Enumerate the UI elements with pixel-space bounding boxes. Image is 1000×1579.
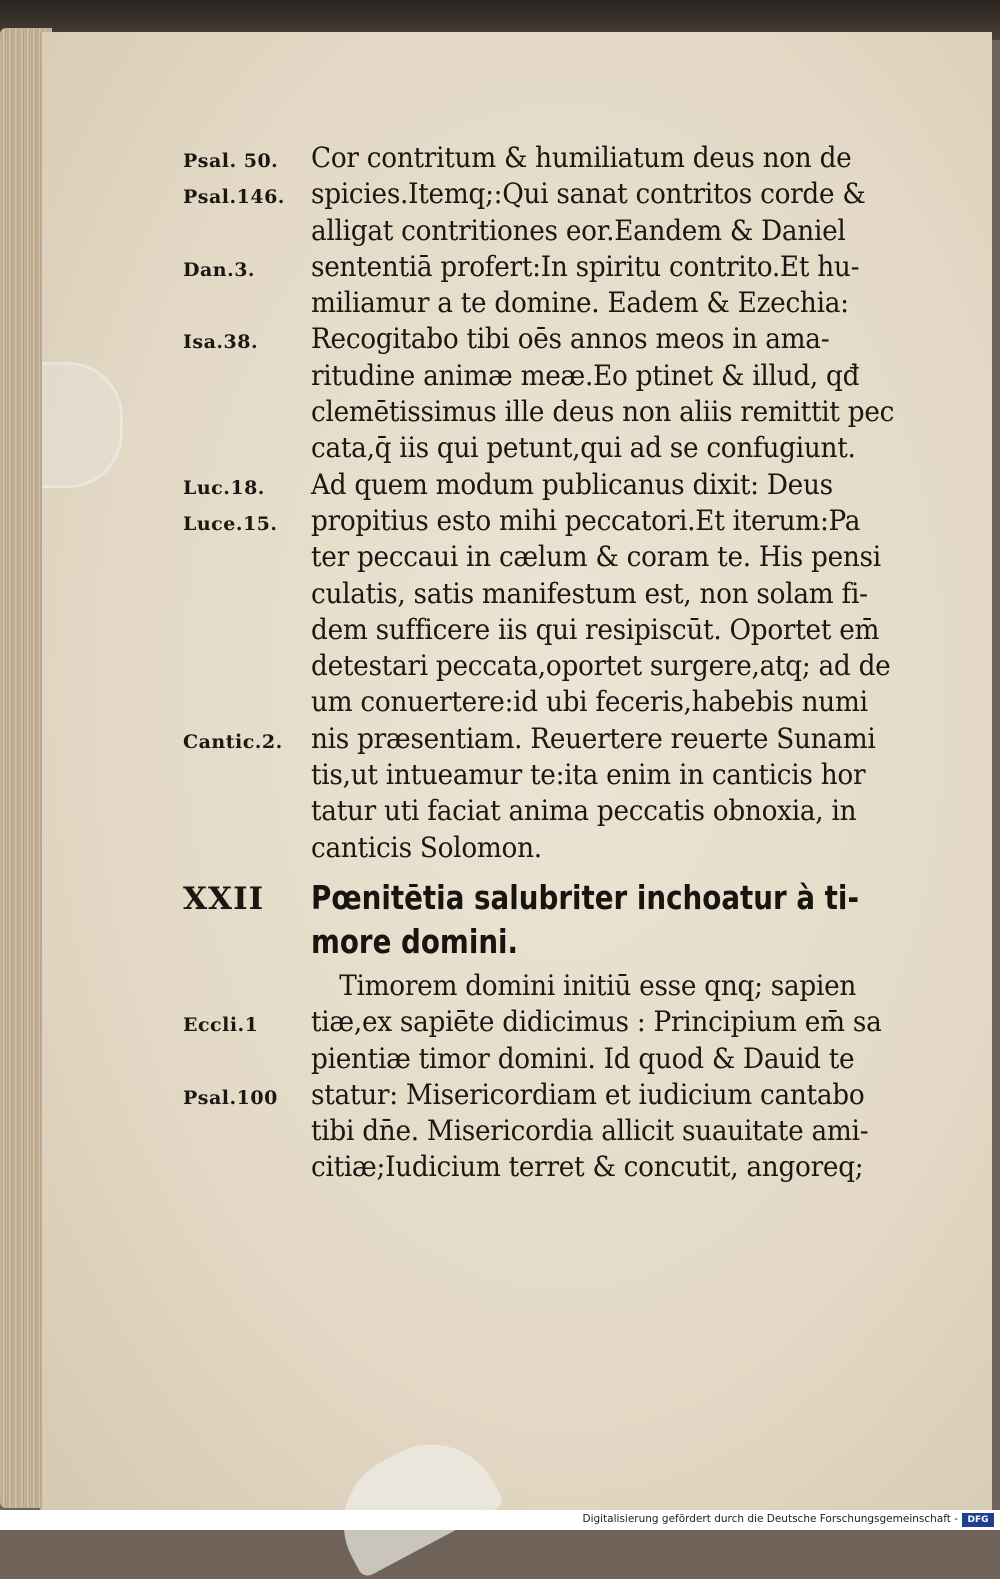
funding-credit: Digitalisierung gefördert durch die Deutsche Forschungsgemeinschaft -: [582, 1513, 958, 1525]
page-clip-bottom: [319, 1420, 505, 1579]
margin-note: Psal. 50.: [183, 150, 279, 172]
margin-note: Dan.3.: [183, 258, 256, 281]
margin-note: Luce.15.: [183, 512, 278, 535]
text-row: [183, 249, 943, 285]
text-row: [183, 684, 943, 720]
text-line: statur: Misericordiam et iudicium cantabo: [311, 1077, 865, 1111]
text-line: clemētissimus ille deus non aliis remittit pec: [311, 395, 895, 429]
text-row: [183, 830, 943, 866]
text-line: tis,ut intueamur te:ita enim in canticis hor: [311, 758, 866, 792]
text-line: tiæ,ex sapiēte didicimus : Principium em̄ sa: [311, 1005, 882, 1039]
text-line: detestari peccata,oportet surgere,atq; ad de: [311, 649, 891, 683]
text-line: cata,q̄ iis qui petunt,qui ad se confugiunt.: [311, 431, 856, 465]
text-line: culatis, satis manifestum est, non solam fi-: [311, 576, 868, 610]
text-line: propitius esto mihi peccatori.Et iterum:Pa: [311, 503, 861, 537]
text-row: [183, 176, 943, 212]
text-row: [183, 1004, 943, 1040]
text-line: um conuertere:id ubi feceris,habebis numi: [311, 685, 868, 719]
text-line: pientiæ timor domini. Id quod & Dauid te: [311, 1041, 855, 1075]
text-row: [183, 576, 943, 612]
text-row: [183, 213, 943, 249]
margin-note: Luc.18.: [183, 476, 265, 499]
text-line: nis præsentiam. Reuertere reuerte Sunami: [311, 721, 876, 755]
text-row: [183, 968, 943, 1004]
text-row: [183, 430, 943, 466]
text-line: tibi dn̄e. Misericordia allicit suauitate ami-: [311, 1114, 869, 1148]
text-row: [183, 793, 943, 829]
text-line: Cor contritum & humiliatum deus non de: [311, 141, 852, 174]
text-row: [183, 539, 943, 575]
text-row: [183, 394, 943, 430]
text-row: [183, 358, 943, 394]
text-line: ter peccaui in cælum & coram te. His pensi: [311, 540, 881, 574]
text-line: Recogitabo tibi oēs annos meos in ama-: [311, 322, 830, 356]
chapter-title-line-2: more domini.: [311, 921, 519, 961]
text-line: spicies.Itemq;:Qui sanat contritos corde &: [311, 177, 866, 211]
margin-note: Psal.100: [183, 1086, 278, 1109]
paragraph-block-2: [183, 968, 943, 1186]
text-line: Timorem domini initiū esse qnq; sapien: [339, 968, 857, 1002]
chapter-number: XXII: [183, 880, 265, 917]
text-row: [183, 285, 943, 321]
paragraph-block-1: [183, 140, 943, 866]
margin-note: Isa.38.: [183, 331, 259, 354]
text-row: [183, 648, 943, 684]
text-row: [183, 503, 943, 539]
text-line: Ad quem modum publicanus dixit: Deus: [311, 467, 833, 501]
footer-bar: [0, 1510, 1000, 1530]
text-line: canticis Solomon.: [311, 830, 542, 864]
text-row: [183, 1113, 943, 1149]
text-line: citiæ;Iudicium terret & concutit, angoreq;: [311, 1150, 864, 1184]
text-line: dem sufficere iis qui resipiscūt. Oportet em̄: [311, 612, 880, 646]
text-line: ritudine animæ meæ.Eo ptinet & illud, qđ: [311, 358, 860, 392]
dfg-logo-icon[interactable]: DFG: [962, 1513, 994, 1527]
text-row: [183, 757, 943, 793]
text-row: [183, 321, 943, 357]
text-line: tatur uti faciat anima peccatis obnoxia, in: [311, 794, 857, 828]
text-row: [183, 1077, 943, 1113]
text-row: [183, 467, 943, 503]
text-line: sententiā profert:In spiritu contrito.Et hu-: [311, 249, 860, 283]
chapter-title-line-1: Pœnitētia salubriter inchoatur à ti-: [311, 877, 859, 917]
text-row: [183, 140, 943, 176]
text-row: [183, 1149, 943, 1185]
text-row: [183, 1041, 943, 1077]
margin-note: Psal.146.: [183, 186, 285, 209]
text-row: [183, 612, 943, 648]
page-text: [183, 140, 943, 1186]
chapter-heading-continued: [183, 920, 943, 964]
page-clip-left: [42, 362, 123, 488]
margin-note: Cantic.2.: [183, 730, 283, 753]
text-line: alligat contritiones eor.Eandem & Daniel: [311, 213, 846, 247]
chapter-heading: [183, 876, 943, 920]
text-row: [183, 721, 943, 757]
text-line: miliamur a te domine. Eadem & Ezechia:: [311, 286, 849, 320]
margin-note: Eccli.1: [183, 1014, 259, 1037]
